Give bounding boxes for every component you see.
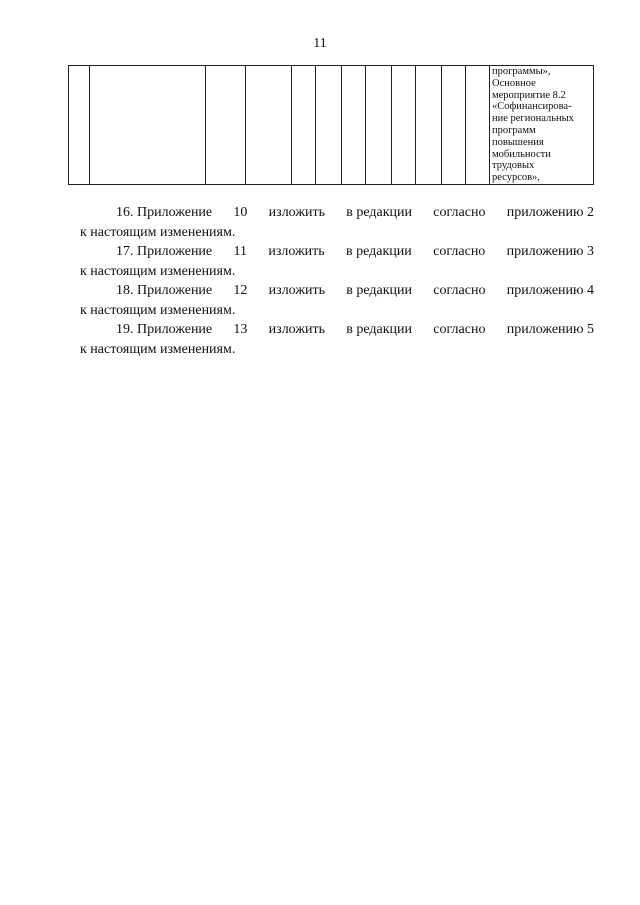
table-column-divider	[341, 66, 342, 184]
paragraph-second-line: к настоящим изменениям.	[80, 225, 236, 240]
item-label: 16. Приложение	[116, 205, 213, 220]
word: в редакции	[346, 244, 412, 259]
appendix-number: 13	[233, 322, 248, 337]
word: согласно	[433, 205, 486, 220]
table-cell-line: трудовых	[492, 160, 535, 172]
data-table-fragment	[68, 65, 594, 185]
item-label: 17. Приложение	[116, 244, 213, 259]
paragraph-second-line: к настоящим изменениям.	[80, 303, 236, 318]
paragraph-item-18	[80, 281, 594, 321]
paragraph-second-line: к настоящим изменениям.	[80, 264, 236, 279]
table-column-divider	[489, 66, 490, 184]
table-column-divider	[465, 66, 466, 184]
table-column-divider	[391, 66, 392, 184]
word: в редакции	[346, 205, 413, 220]
word: согласно	[433, 283, 486, 298]
word: изложить	[268, 322, 325, 337]
paragraph-second-line: к настоящим изменениям.	[80, 342, 236, 357]
table-column-divider	[245, 66, 246, 184]
appendix-number: 12	[233, 283, 248, 298]
target-appendix: приложению 3	[506, 244, 594, 259]
word: согласно	[433, 244, 486, 259]
target-appendix: приложению 2	[506, 205, 594, 220]
table-column-divider	[441, 66, 442, 184]
table-cell-line: программы»,	[492, 66, 551, 77]
word: изложить	[268, 244, 325, 259]
table-column-divider	[365, 66, 366, 184]
table-cell-activity-description	[492, 66, 592, 184]
word: в редакции	[346, 283, 413, 298]
target-appendix: приложению 4	[506, 283, 594, 298]
word: согласно	[433, 322, 486, 337]
appendix-number: 10	[233, 205, 248, 220]
table-cell-line: ние региональных	[492, 113, 574, 125]
target-appendix: приложению 5	[506, 322, 594, 337]
paragraph-item-19	[80, 320, 594, 360]
appendix-number: 11	[233, 244, 247, 259]
table-column-divider	[291, 66, 292, 184]
table-column-divider	[315, 66, 316, 184]
table-column-divider	[415, 66, 416, 184]
paragraph-first-line	[84, 281, 594, 301]
table-cell-line: мобильности	[492, 148, 551, 160]
table-cell-line: Основное	[492, 77, 536, 89]
item-label: 19. Приложение	[116, 322, 213, 337]
table-cell-line: «Софинансирова-	[492, 101, 572, 113]
table-column-divider	[205, 66, 206, 184]
table-cell-line: ресурсов»,	[492, 172, 540, 184]
paragraph-first-line	[84, 242, 594, 262]
table-cell-line: повышения	[492, 136, 544, 148]
table-cell-line: программ	[492, 124, 536, 136]
word: изложить	[268, 205, 325, 220]
paragraph-first-line	[84, 203, 594, 223]
table-column-divider	[89, 66, 90, 184]
paragraph-item-16	[80, 203, 594, 243]
item-label: 18. Приложение	[116, 283, 213, 298]
paragraph-item-17	[80, 242, 594, 282]
paragraph-first-line	[84, 320, 594, 340]
word: изложить	[268, 283, 325, 298]
page-number: 11	[313, 36, 327, 51]
table-cell-line: мероприятие 8.2	[492, 89, 566, 101]
word: в редакции	[346, 322, 413, 337]
